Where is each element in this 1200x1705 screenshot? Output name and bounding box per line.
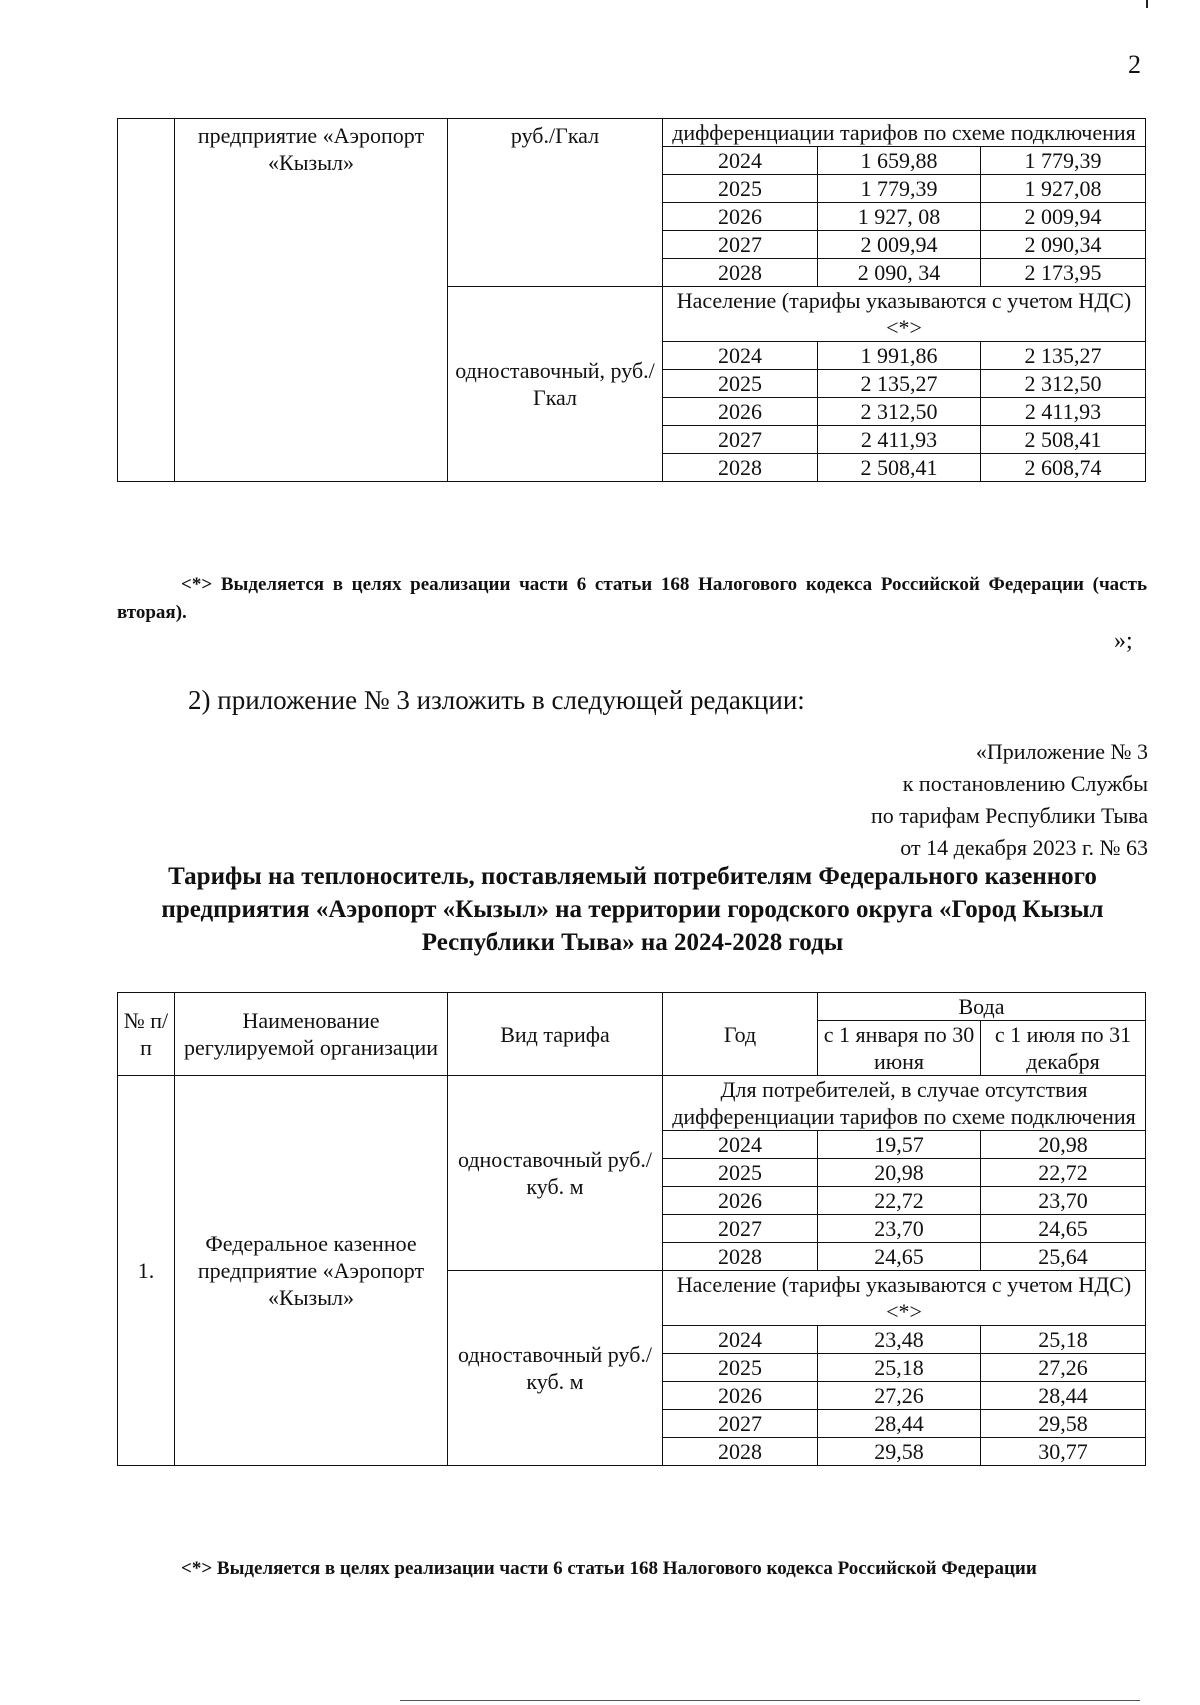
value-cell: 25,18 — [981, 1326, 1146, 1354]
value-cell: 2 135,27 — [818, 370, 981, 398]
value-cell: 24,65 — [981, 1215, 1146, 1243]
year-cell: 2025 — [663, 370, 818, 398]
value-cell: 29,58 — [818, 1438, 981, 1466]
page-bottom-rule — [400, 1700, 1140, 1701]
year-cell: 2028 — [663, 259, 818, 287]
footnote: <*> Выделяется в целях реализации части 6 статьи 168 Налогового кодекса Российской Федерации — [181, 1558, 1037, 1579]
amendment-item: 2) приложение № 3 изложить в следующей редакции: — [188, 685, 805, 715]
value-cell: 2 009,94 — [981, 203, 1146, 231]
value-cell: 25,64 — [981, 1243, 1146, 1271]
document-title: Тарифы на теплоноситель, поставляемый потребителям Федерального казенного предприятия «Аэропорт «Кызыл» на территории городского округа «Город Кызыл Республики Тыва» на 2024-2028 годы — [161, 863, 1104, 956]
year-cell: 2027 — [663, 231, 818, 259]
year-cell: 2026 — [663, 398, 818, 426]
year-cell: 2024 — [663, 147, 818, 175]
value-cell: 20,98 — [818, 1159, 981, 1187]
value-cell: 1 659,88 — [818, 147, 981, 175]
header-type: Вид тарифа — [448, 993, 663, 1076]
value-cell: 23,48 — [818, 1326, 981, 1354]
year-cell: 2028 — [663, 454, 818, 482]
year-cell: 2028 — [663, 1438, 818, 1466]
value-cell: 27,26 — [981, 1354, 1146, 1382]
footnote: <*> Выделяется в целях реализации части 6 статьи 168 Налогового кодекса Российской Федерации (часть вторая). — [117, 574, 1147, 623]
tariff-table-continued — [117, 118, 1146, 482]
appendix-line: по тарифам Республики Тыва — [871, 803, 1148, 828]
row-number-cell: 1. — [118, 1076, 175, 1466]
value-cell: 28,44 — [818, 1410, 981, 1438]
year-cell: 2027 — [663, 426, 818, 454]
year-cell: 2024 — [663, 342, 818, 370]
year-cell: 2024 — [663, 1326, 818, 1354]
value-cell: 25,18 — [818, 1354, 981, 1382]
value-cell: 2 608,74 — [981, 454, 1146, 482]
value-cell: 23,70 — [818, 1215, 981, 1243]
value-cell: 2 508,41 — [818, 454, 981, 482]
value-cell: 28,44 — [981, 1382, 1146, 1410]
value-cell: 2 090,34 — [981, 231, 1146, 259]
value-cell: 22,72 — [818, 1187, 981, 1215]
value-cell: 2 411,93 — [818, 426, 981, 454]
value-cell: 2 312,50 — [981, 370, 1146, 398]
year-cell: 2025 — [663, 1354, 818, 1382]
value-cell: 27,26 — [818, 1382, 981, 1410]
tariff-type-cell: одноставочный руб./куб. м — [448, 1076, 663, 1271]
year-cell: 2026 — [663, 1382, 818, 1410]
value-cell: 2 411,93 — [981, 398, 1146, 426]
value-cell: 30,77 — [981, 1438, 1146, 1466]
year-cell: 2027 — [663, 1410, 818, 1438]
value-cell: 2 135,27 — [981, 342, 1146, 370]
header-water: Вода — [818, 993, 1146, 1021]
header-half-2: с 1 июля по 31 декабря — [981, 1021, 1146, 1076]
header-num: № п/п — [118, 993, 175, 1076]
group-label-cell: Население (тарифы указываются с учетом НДС) <*> — [663, 287, 1146, 342]
tariff-type-cell: одноставочный, руб./Гкал — [448, 287, 663, 482]
number-cell — [118, 119, 175, 482]
header-year: Год — [663, 993, 818, 1076]
org-name-cell: Федеральное казенное предприятие «Аэропорт «Кызыл» — [175, 1076, 448, 1466]
value-cell: 23,70 — [981, 1187, 1146, 1215]
value-cell: 2 312,50 — [818, 398, 981, 426]
value-cell: 1 927,08 — [981, 175, 1146, 203]
value-cell: 1 991,86 — [818, 342, 981, 370]
year-cell: 2026 — [663, 1187, 818, 1215]
value-cell: 2 009,94 — [818, 231, 981, 259]
tariff-type-cell: руб./Гкал — [448, 119, 663, 287]
value-cell: 2 173,95 — [981, 259, 1146, 287]
value-cell: 1 779,39 — [818, 175, 981, 203]
value-cell: 19,57 — [818, 1131, 981, 1159]
value-cell: 1 779,39 — [981, 147, 1146, 175]
year-cell: 2024 — [663, 1131, 818, 1159]
tariff-type-cell: одноставочный руб./куб. м — [448, 1271, 663, 1466]
year-cell: 2025 — [663, 1159, 818, 1187]
group-label-cell: Население (тарифы указываются с учетом НДС) <*> — [663, 1271, 1146, 1326]
year-cell: 2027 — [663, 1215, 818, 1243]
value-cell: 2 508,41 — [981, 426, 1146, 454]
header-half-1: с 1 января по 30 июня — [818, 1021, 981, 1076]
page-number: 2 — [1128, 50, 1141, 79]
appendix-reference — [871, 736, 1148, 864]
year-cell: 2025 — [663, 175, 818, 203]
group-label-cell: дифференциации тарифов по схеме подключения — [663, 119, 1146, 147]
group-label-cell: Для потребителей, в случае отсутствия дифференциации тарифов по схеме подключения — [663, 1076, 1146, 1131]
year-cell: 2028 — [663, 1243, 818, 1271]
closing-quote: »; — [1114, 628, 1133, 654]
appendix-line: к постановлению Службы — [902, 771, 1148, 796]
value-cell: 22,72 — [981, 1159, 1146, 1187]
appendix-line: «Приложение № 3 — [975, 739, 1148, 764]
org-name-cell: предприятие «Аэропорт «Кызыл» — [175, 119, 448, 482]
value-cell: 29,58 — [981, 1410, 1146, 1438]
year-cell: 2026 — [663, 203, 818, 231]
appendix-line: от 14 декабря 2023 г. № 63 — [900, 835, 1148, 860]
header-org: Наименование регулируемой организации — [175, 993, 448, 1076]
value-cell: 24,65 — [818, 1243, 981, 1271]
corner-mark — [1146, 0, 1148, 8]
value-cell: 2 090, 34 — [818, 259, 981, 287]
tariff-table — [117, 992, 1146, 1466]
value-cell: 20,98 — [981, 1131, 1146, 1159]
value-cell: 1 927, 08 — [818, 203, 981, 231]
